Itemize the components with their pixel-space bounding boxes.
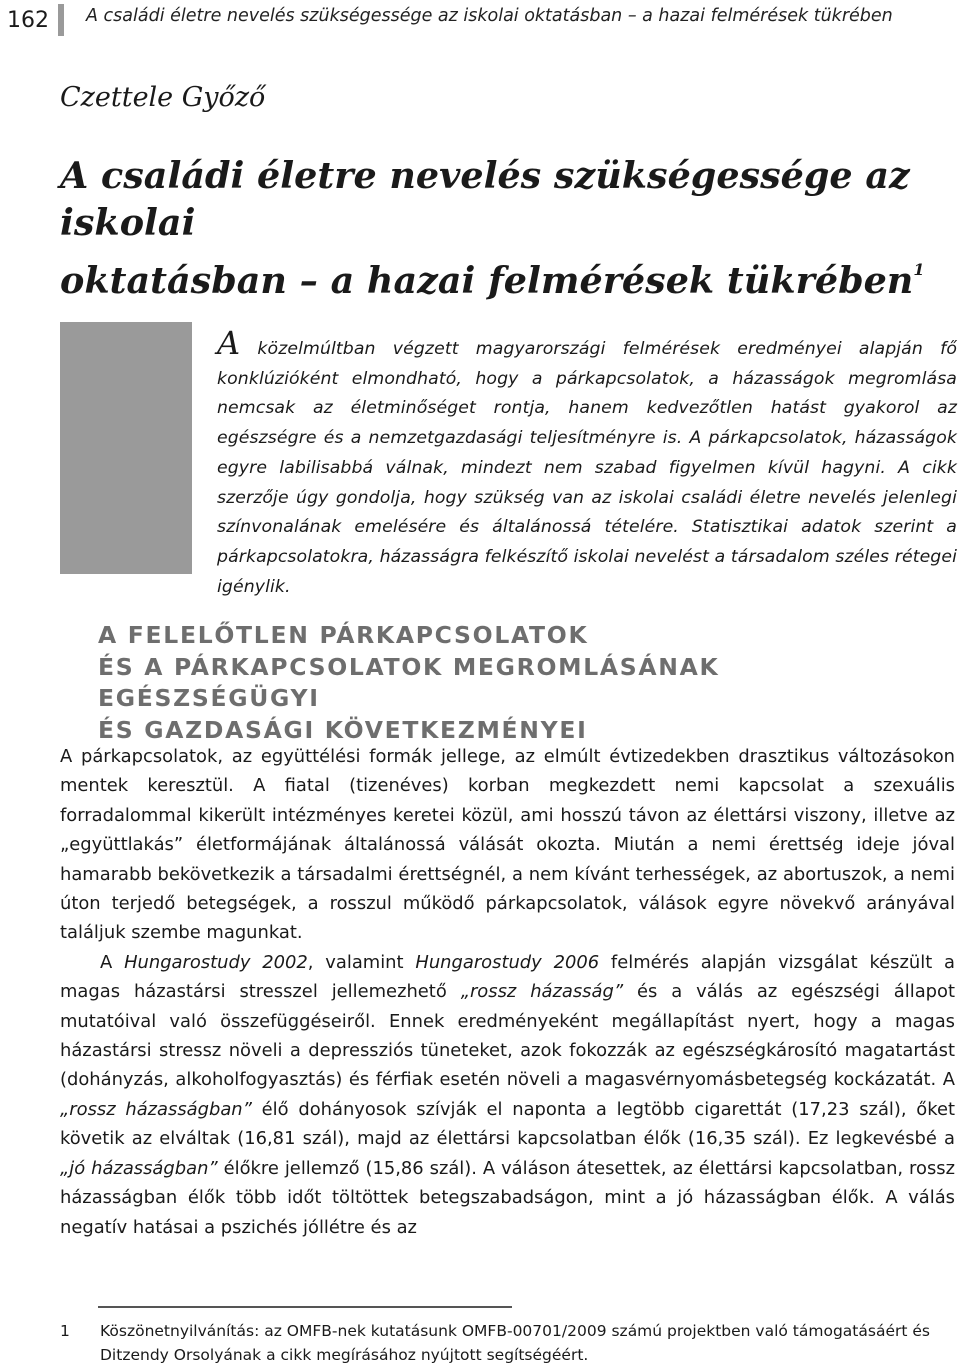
abstract-text: közelmúltban végzett magyarországi felmérések eredményei alapján fő konklúzióként elmondható, hogy a párkapcsolatok, a házasságok megromlása nemcsak az életminőséget rontja, hanem kedvezőtlen hatást gyakorol az egészségre és a nemzetgazdasági teljesítményre is. A párkapcsolatok, házasságok egyre labilisabbá válnak, mindezt nem szabad figyelmen kívül hagyni. A cikk szerzője úgy gondolja, hogy szükség van az iskolai családi életre nevelés jelenlegi színvonalának emelésére és általánossá tételére. Statisztikai adatok szerint a párkapcsolatokra, házasságra felkészítő iskolai nevelést a társadalom széles rétegei igénylik. [217,339,957,597]
p2-italic-term: „jó házasságban” [60,1157,218,1179]
p2-text: élőkre jellemző (15,86 szál). A váláson átesettek, az élettársi kapcsolatban, rossz házasságban élők több időt töltöttek betegszabadságon, mint a jó házasságban élők. A válás negatív hatásai a pszichés jóllétre és az [60,1157,955,1238]
running-title: A családi életre nevelés szükségessége az iskolai oktatásban – a hazai felmérések tükrében [86,6,893,26]
running-header [0,0,960,44]
title-line-1: A családi életre nevelés szükségessége az iskolai [60,154,910,244]
header-rule [58,4,64,36]
body-text [60,742,955,1242]
abstract-dropcap: A [217,324,241,362]
footnote-number: 1 [60,1322,70,1340]
title-footnote-marker: 1 [913,260,925,279]
p2-text: , valamint [307,951,416,973]
title-line-2: oktatásban – a hazai felmérések tükrében [60,259,914,302]
section-heading-line-2: ÉS A PÁRKAPCSOLATOK MEGROMLÁSÁNAK EGÉSZSÉGÜGYI [98,652,720,712]
footnote-rule [98,1306,512,1308]
p2-italic-survey-2006: Hungarostudy 2006 [415,951,600,973]
section-heading-line-3: ÉS GAZDASÁGI KÖVETKEZMÉNYEI [98,715,588,744]
abstract-decor-block [60,322,192,574]
p2-italic-term: „rossz házasság” [460,981,624,1003]
abstract [217,324,957,602]
page-number: 162 [7,8,49,33]
body-paragraph-1: A párkapcsolatok, az együttélési formák jellege, az elmúlt évtizedekben drasztikus változásokon mentek keresztül. A fiatal (tizenéves) korban megkezdett nemi kapcsolat a szexuális forradalommal kikerült intézményes keretei közül, ami hosszú távon az élettársi viszony, illetve az „együttlakás” életformájának általánossá válását okozta. Miután a nemi érettség ideje jóval hamarabb bekövetkezik a társadalmi érettségnél, a nem kívánt terhességek, az abortuszok, a nemi úton terjedő betegségek, a rosszul működő párkapcsolatok, válások egyre növekvő arányával találjuk szembe magunkat. [60,746,955,944]
footnote-text: Köszönetnyilvánítás: az OMFB-nek kutatásunk OMFB-00701/2009 számú projektben való támogatásáért és Ditzendy Orsolyának a cikk megírásához nyújtott segítségéért. [100,1322,930,1364]
section-heading-line-1: A FELELŐTLEN PÁRKAPCSOLATOK [98,621,589,649]
article-title [60,152,940,304]
p2-italic-term: „rossz házasságban” [60,1098,252,1120]
p2-text: élő dohányosok szívják el naponta a legtöbb cigarettát (17,23 szál), őket követik az elváltak (16,81 szál), majd az élettársi kapcsolatban élők (16,35 szál). Ez legkevésbé a [60,1098,955,1150]
p2-text: felmérés alapján vizsgálat készült a magas házastársi stresszel jellemezhető [60,951,956,1003]
body-paragraph-2 [60,948,955,1242]
p2-text: és a válás az egészségi állapot mutatóival való összefüggéseiről. Ennek eredményeként megállapítást nyert, hogy a magas házastársi stressz növeli a depressziós tüneteket, azok fokozzák az egészségkárosító magatartást (dohányzás, alkoholfogyasztás) és férfiak esetén növeli a magasvérnyomásbetegség kockázatát. A [60,981,955,1091]
article-author: Czettele Győző [60,82,266,113]
section-heading [98,620,928,746]
p2-italic-survey-2002: Hungarostudy 2002 [124,951,308,973]
p2-text: A [100,951,125,973]
